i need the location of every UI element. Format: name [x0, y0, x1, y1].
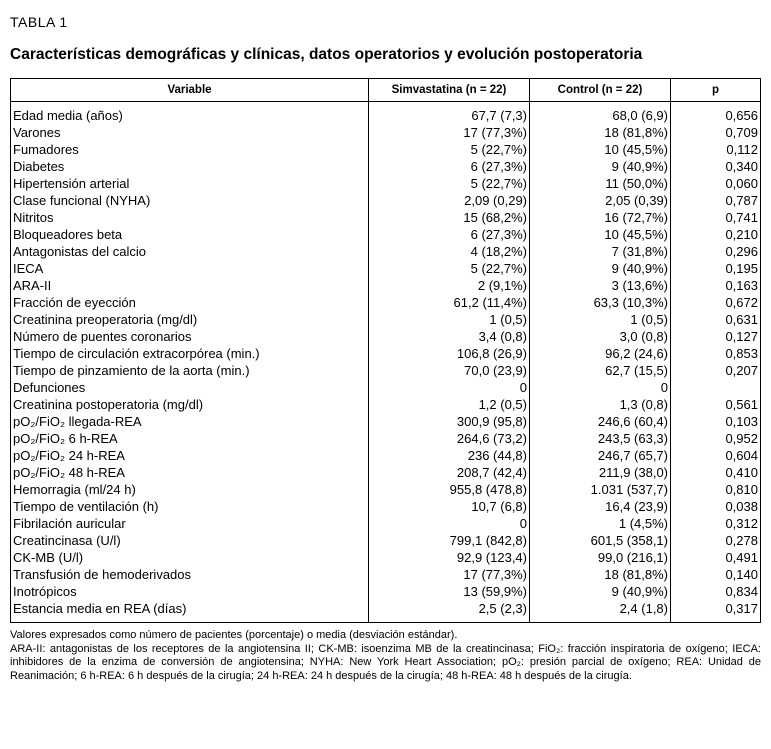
table-cell: 0,296: [671, 243, 761, 260]
table-cell: 4 (18,2%): [369, 243, 530, 260]
table-cell: 106,8 (26,9): [369, 345, 530, 362]
table-cell: 0,317: [671, 600, 761, 623]
table-body: [11, 102, 761, 623]
table-cell: 0,163: [671, 277, 761, 294]
table-cell: 2 (9,1%): [369, 277, 530, 294]
table-cell: 3,0 (0,8): [530, 328, 671, 345]
table-cell: 62,7 (15,5): [530, 362, 671, 379]
table-cell: 1,2 (0,5): [369, 396, 530, 413]
table-cell: 1 (0,5): [530, 311, 671, 328]
table-cell: 208,7 (42,4): [369, 464, 530, 481]
table-cell: 0,127: [671, 328, 761, 345]
footnote-abbreviations: ARA-II: antagonistas de los receptores de la angiotensina II; CK-MB: isoenzima MB de la creatincinasa; FiO₂: fracción inspiratoria de oxígeno; IECA: inhibidores de la enzima de conversión de angiotensina; NYHA: New York Heart Association; pO₂: presión parcial de oxígeno; REA: Unidad de Reanimación; 6 h-REA: 6 h después de la cirugía; 24 h-REA: 24 h después de la cirugía; 48 h-REA: 48 h después de la cirugía.: [10, 642, 761, 682]
table-row: [11, 379, 761, 396]
table-row: [11, 345, 761, 362]
table-title: Características demográficas y clínicas, datos operatorios y evolución postoperatoria: [10, 46, 643, 63]
table-row: [11, 209, 761, 226]
table-row: [11, 226, 761, 243]
table-header: [11, 79, 761, 102]
table-cell: 2,05 (0,39): [530, 192, 671, 209]
table-cell: Varones: [11, 124, 369, 141]
table-cell: 0,112: [671, 141, 761, 158]
table-cell: 0,278: [671, 532, 761, 549]
table-row: [11, 583, 761, 600]
table-cell: Defunciones: [11, 379, 369, 396]
table-cell: 99,0 (216,1): [530, 549, 671, 566]
table-cell: 96,2 (24,6): [530, 345, 671, 362]
header-variable: Variable: [11, 79, 369, 102]
table-row: [11, 498, 761, 515]
table-cell: 3,4 (0,8): [369, 328, 530, 345]
table-cell: Edad media (años): [11, 102, 369, 125]
table-cell: 0,709: [671, 124, 761, 141]
table-cell: 16,4 (23,9): [530, 498, 671, 515]
table-cell: 0,491: [671, 549, 761, 566]
table-cell: 18 (81,8%): [530, 124, 671, 141]
table-cell: 0,741: [671, 209, 761, 226]
table-cell: Creatinina preoperatoria (mg/dl): [11, 311, 369, 328]
table-cell: 10 (45,5%): [530, 141, 671, 158]
table-cell: 3 (13,6%): [530, 277, 671, 294]
table-cell: 0,312: [671, 515, 761, 532]
table-cell: 0,834: [671, 583, 761, 600]
table-row: [11, 430, 761, 447]
table-cell: Número de puentes coronarios: [11, 328, 369, 345]
table-cell: Creatincinasa (U/l): [11, 532, 369, 549]
table-cell: pO₂/FiO₂ 24 h-REA: [11, 447, 369, 464]
table-row: [11, 549, 761, 566]
table-cell: pO₂/FiO₂ llegada-REA: [11, 413, 369, 430]
table-row: [11, 600, 761, 623]
table-cell: Hemorragia (ml/24 h): [11, 481, 369, 498]
table-cell: 0,672: [671, 294, 761, 311]
table-row: [11, 532, 761, 549]
table-cell: Tiempo de ventilación (h): [11, 498, 369, 515]
table-cell: 1 (0,5): [369, 311, 530, 328]
table-cell: 300,9 (95,8): [369, 413, 530, 430]
table-cell: 10 (45,5%): [530, 226, 671, 243]
table-row: [11, 243, 761, 260]
table-cell: 236 (44,8): [369, 447, 530, 464]
header-p: p: [671, 79, 761, 102]
table-cell: 17 (77,3%): [369, 124, 530, 141]
table-cell: 11 (50,0%): [530, 175, 671, 192]
table-cell: Clase funcional (NYHA): [11, 192, 369, 209]
table-cell: 61,2 (11,4%): [369, 294, 530, 311]
table-cell: 9 (40,9%): [530, 583, 671, 600]
table-cell: Fracción de eyección: [11, 294, 369, 311]
table-cell: 0: [369, 379, 530, 396]
table-cell: 0,210: [671, 226, 761, 243]
table-cell: 0,810: [671, 481, 761, 498]
table-cell: 0,952: [671, 430, 761, 447]
table-cell: 243,5 (63,3): [530, 430, 671, 447]
table-cell: 5 (22,7%): [369, 260, 530, 277]
table-cell: Estancia media en REA (días): [11, 600, 369, 623]
table-cell: 246,6 (60,4): [530, 413, 671, 430]
header-control: Control (n = 22): [530, 79, 671, 102]
table-cell: Transfusión de hemoderivados: [11, 566, 369, 583]
table-cell: 1 (4,5%): [530, 515, 671, 532]
footnote-values: Valores expresados como número de pacientes (porcentaje) o media (desviación estándar).: [10, 629, 458, 641]
table-cell: 9 (40,9%): [530, 158, 671, 175]
table-cell: Antagonistas del calcio: [11, 243, 369, 260]
table-cell: Tiempo de pinzamiento de la aorta (min.): [11, 362, 369, 379]
table-row: [11, 141, 761, 158]
table-row: [11, 102, 761, 125]
table-cell: 0,787: [671, 192, 761, 209]
table-cell: 68,0 (6,9): [530, 102, 671, 125]
header-simvastatina: Simvastatina (n = 22): [369, 79, 530, 102]
table-cell: ARA-II: [11, 277, 369, 294]
table-cell: 0,195: [671, 260, 761, 277]
table-cell: 2,09 (0,29): [369, 192, 530, 209]
table-cell: Tiempo de circulación extracorpórea (min.): [11, 345, 369, 362]
table-cell: 0,853: [671, 345, 761, 362]
table-cell: Inotrópicos: [11, 583, 369, 600]
table-cell: 63,3 (10,3%): [530, 294, 671, 311]
table-cell: 10,7 (6,8): [369, 498, 530, 515]
table-cell: 6 (27,3%): [369, 226, 530, 243]
table-cell: 246,7 (65,7): [530, 447, 671, 464]
table-row: [11, 260, 761, 277]
table-row: [11, 192, 761, 209]
table-cell: 2,4 (1,8): [530, 600, 671, 623]
table-cell: 0: [369, 515, 530, 532]
table-cell: 6 (27,3%): [369, 158, 530, 175]
table-cell: pO₂/FiO₂ 48 h-REA: [11, 464, 369, 481]
table-cell: 0,060: [671, 175, 761, 192]
table-cell: 92,9 (123,4): [369, 549, 530, 566]
table-cell: Creatinina postoperatoria (mg/dl): [11, 396, 369, 413]
table-cell: 18 (81,8%): [530, 566, 671, 583]
table-row: [11, 413, 761, 430]
table-cell: 17 (77,3%): [369, 566, 530, 583]
table-cell: 264,6 (73,2): [369, 430, 530, 447]
table-row: [11, 158, 761, 175]
table-cell: 0,340: [671, 158, 761, 175]
table-row: [11, 566, 761, 583]
table-cell: Bloqueadores beta: [11, 226, 369, 243]
table-cell: 15 (68,2%): [369, 209, 530, 226]
table-row: [11, 515, 761, 532]
table-row: [11, 362, 761, 379]
table-row: [11, 277, 761, 294]
table-cell: 5 (22,7%): [369, 175, 530, 192]
table-cell: 0,604: [671, 447, 761, 464]
table-cell: 16 (72,7%): [530, 209, 671, 226]
table-cell: 0: [530, 379, 671, 396]
table-cell: CK-MB (U/l): [11, 549, 369, 566]
footnotes: [10, 629, 761, 683]
table-cell: 0,103: [671, 413, 761, 430]
table-cell: 0,410: [671, 464, 761, 481]
table-cell: 0,140: [671, 566, 761, 583]
table-cell: Fumadores: [11, 141, 369, 158]
table-cell: Nitritos: [11, 209, 369, 226]
table-cell: 70,0 (23,9): [369, 362, 530, 379]
table-cell: 7 (31,8%): [530, 243, 671, 260]
table-cell: 67,7 (7,3): [369, 102, 530, 125]
table-cell: 0,207: [671, 362, 761, 379]
table-row: [11, 481, 761, 498]
demographics-table: [10, 78, 761, 623]
table-row: [11, 175, 761, 192]
table-row: [11, 464, 761, 481]
table-row: [11, 328, 761, 345]
table-row: [11, 447, 761, 464]
table-cell: 601,5 (358,1): [530, 532, 671, 549]
table-cell: 2,5 (2,3): [369, 600, 530, 623]
table-cell: 799,1 (842,8): [369, 532, 530, 549]
table-cell: 0,656: [671, 102, 761, 125]
table-cell: Hipertensión arterial: [11, 175, 369, 192]
table-cell: Fibrilación auricular: [11, 515, 369, 532]
table-row: [11, 396, 761, 413]
table-cell: 9 (40,9%): [530, 260, 671, 277]
table-row: [11, 124, 761, 141]
table-cell: 1.031 (537,7): [530, 481, 671, 498]
table-cell: pO₂/FiO₂ 6 h-REA: [11, 430, 369, 447]
table-row: [11, 311, 761, 328]
table-cell: 0,038: [671, 498, 761, 515]
table-cell: [671, 379, 761, 396]
table-cell: Diabetes: [11, 158, 369, 175]
table-cell: 955,8 (478,8): [369, 481, 530, 498]
table-cell: IECA: [11, 260, 369, 277]
table-cell: 211,9 (38,0): [530, 464, 671, 481]
table-cell: 5 (22,7%): [369, 141, 530, 158]
table-header-row: [11, 79, 761, 102]
table-cell: 0,631: [671, 311, 761, 328]
table-row: [11, 294, 761, 311]
table-label: TABLA 1: [10, 14, 68, 30]
table-cell: 0,561: [671, 396, 761, 413]
table-cell: 1,3 (0,8): [530, 396, 671, 413]
table-cell: 13 (59,9%): [369, 583, 530, 600]
